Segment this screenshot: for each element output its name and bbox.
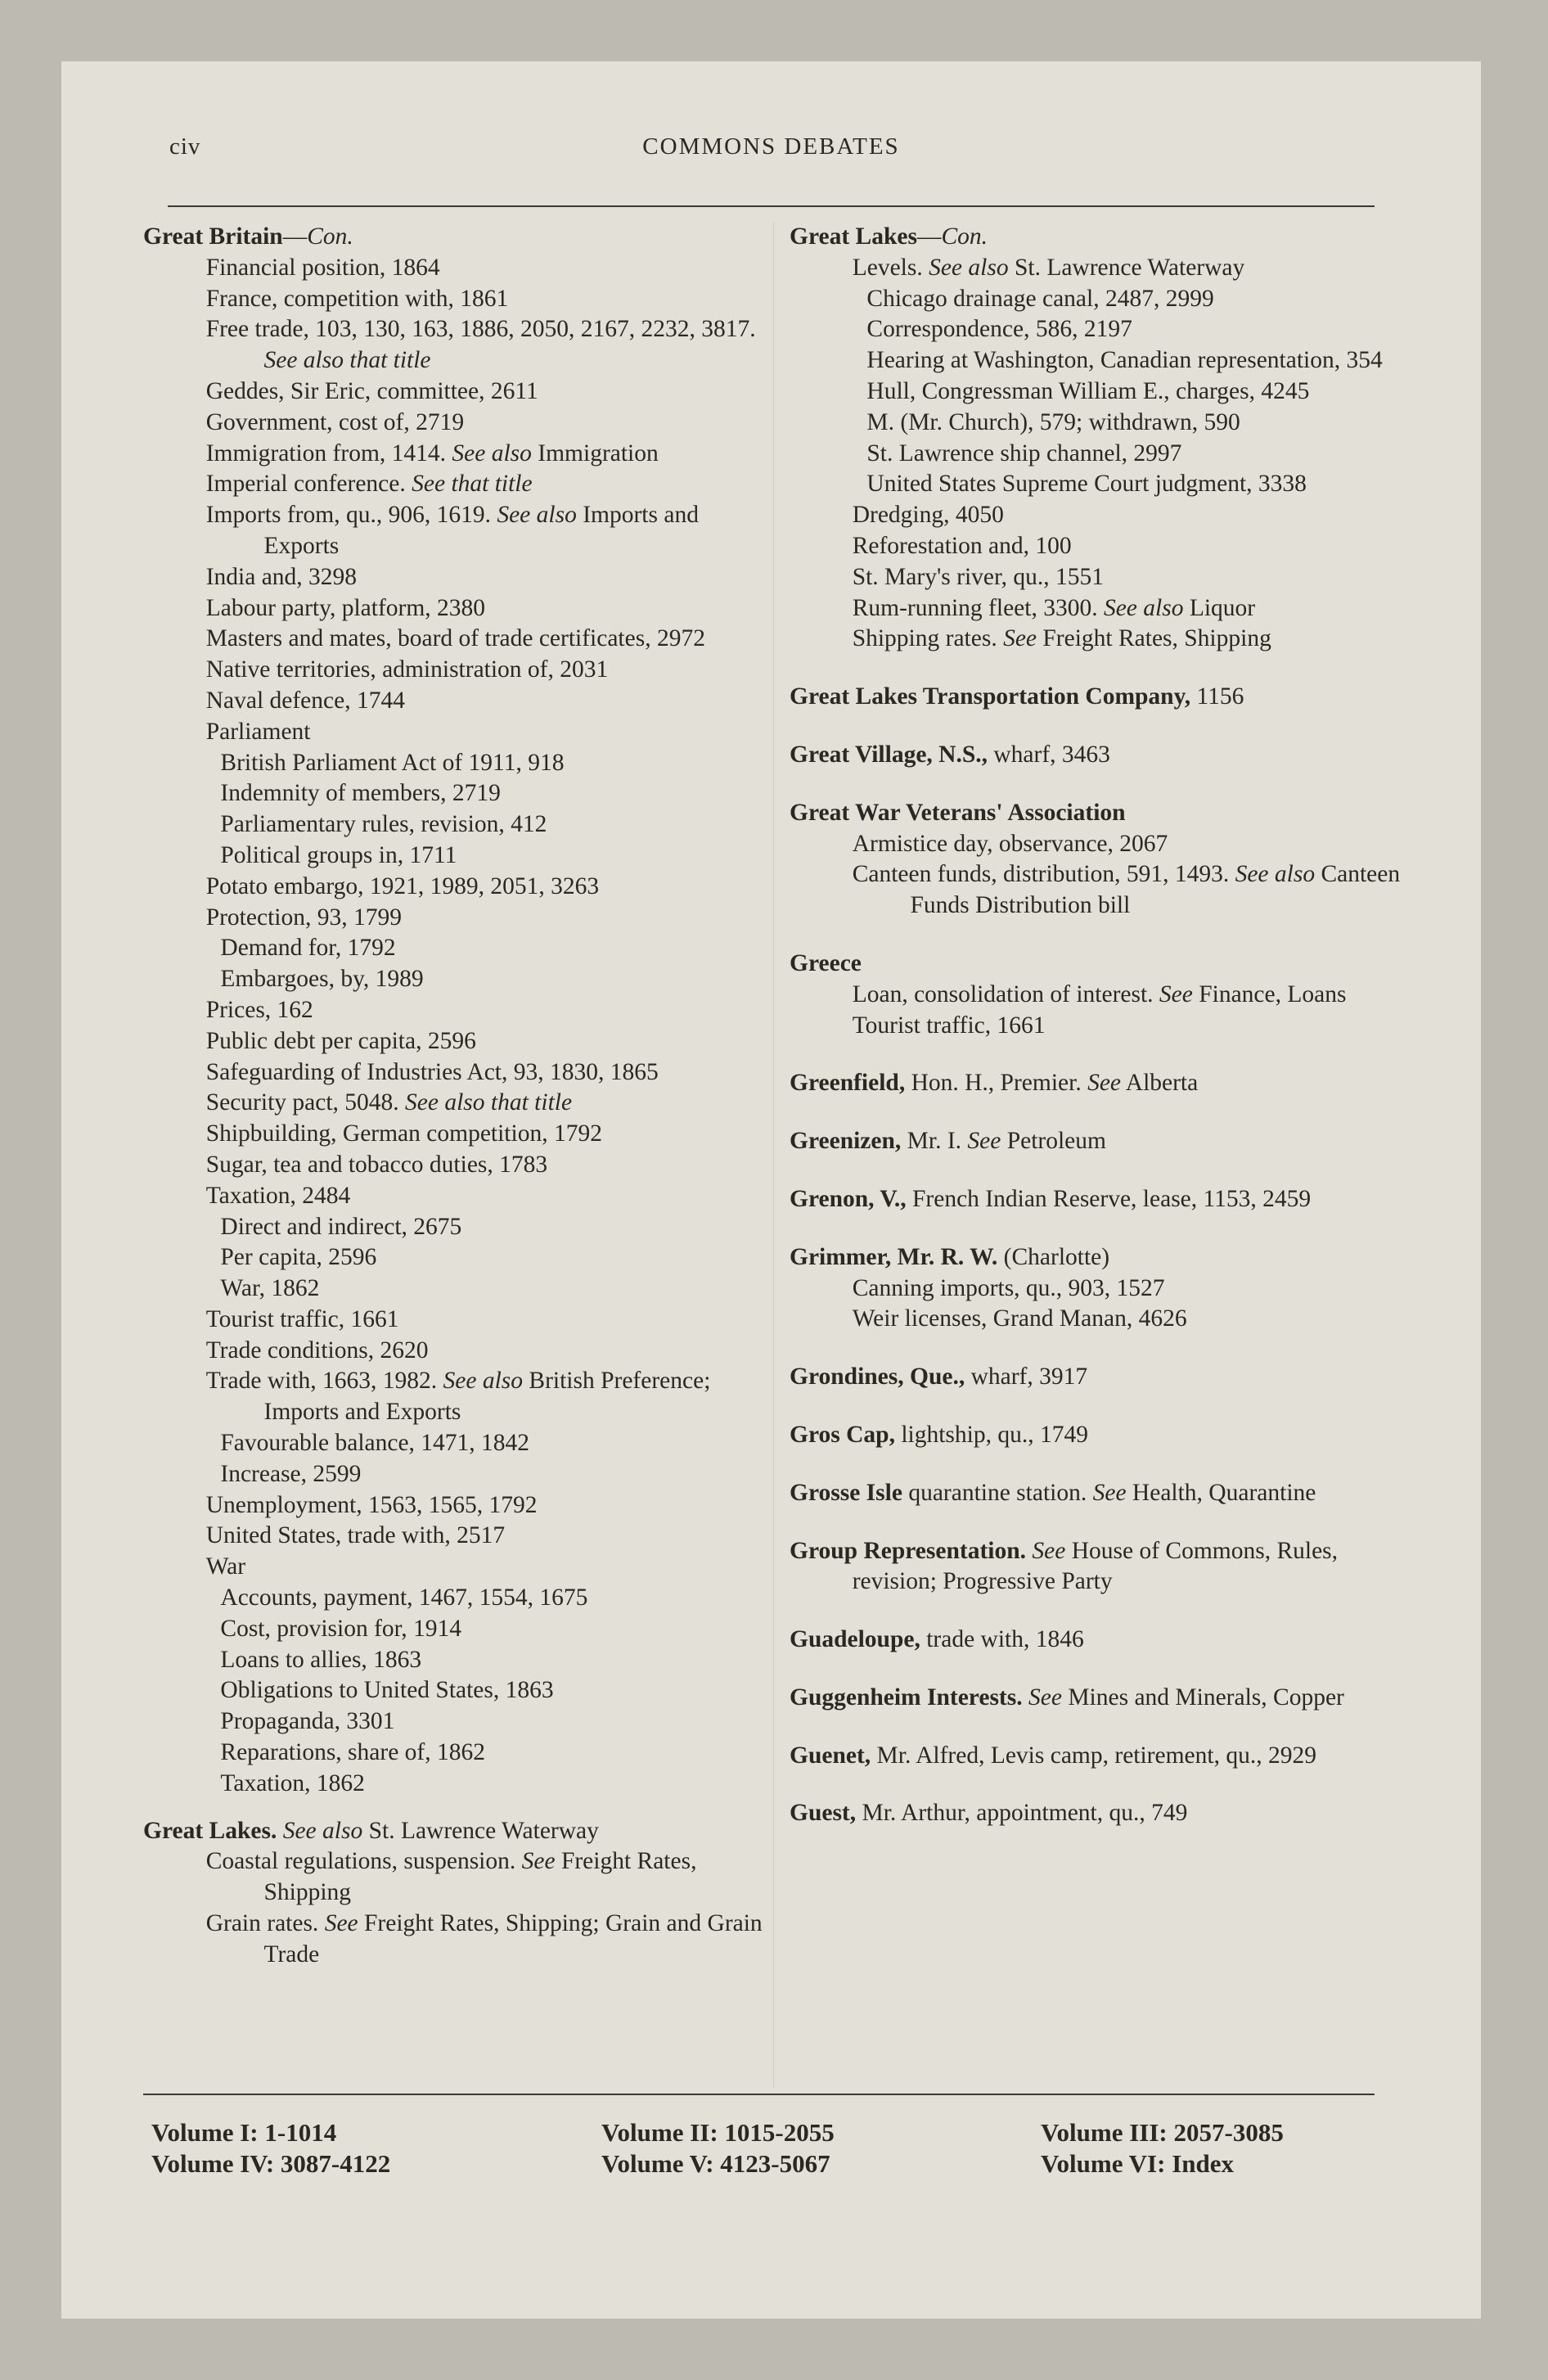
index-entry-guest: Guest, Mr. Arthur, appointment, qu., 749: [790, 1800, 1188, 1827]
subentry: United States, trade with, 2517: [205, 1522, 506, 1549]
subentry: Geddes, Sir Eric, committee, 2611: [205, 377, 538, 404]
subentry: Dredging, 4050: [852, 502, 1004, 529]
subsubentry: Increase, 2599: [220, 1460, 362, 1487]
index-entry-group-representation: Group Representation. See House of Commons, Rules, revision; Progressive Party: [790, 1537, 1339, 1595]
index-entry-great-war-veterans: Great War Veterans' Association Armistice day, observance, 2067 Canteen funds, distribution, 591, 1493. See also Canteen Funds Distribution bill: [790, 798, 1420, 922]
subentry: Government, cost of, 2719: [205, 408, 465, 435]
volume-1-range: Volume I: 1-1014: [151, 2118, 337, 2147]
subsubentry: Hearing at Washington, Canadian representation, 354: [866, 347, 1383, 374]
subsubentry: Obligations to United States, 1863: [220, 1677, 554, 1704]
index-page: [61, 61, 1481, 2319]
subentry: Security pact, 5048. See also that title: [205, 1089, 573, 1116]
page-number: civ: [169, 133, 201, 160]
subentry: India and, 3298: [205, 563, 358, 590]
index-entry-guggenheim: Guggenheim Interests. See Mines and Minerals, Copper: [790, 1684, 1344, 1711]
subentry: Trade conditions, 2620: [205, 1336, 429, 1364]
volume-6-index: Volume VI: Index: [1041, 2149, 1234, 2178]
subentry: Financial position, 1864: [205, 254, 440, 281]
header-rule: [168, 205, 1375, 207]
subentry: Public debt per capita, 2596: [205, 1027, 476, 1054]
subentry: Armistice day, observance, 2067: [852, 830, 1168, 857]
subsubentry: Accounts, payment, 1467, 1554, 1675: [220, 1584, 588, 1611]
subentry: Coastal regulations, suspension. See Freight Rates, Shipping: [205, 1848, 697, 1906]
subsubentry: Parliamentary rules, revision, 412: [220, 811, 547, 838]
subentry: Prices, 162: [205, 996, 313, 1023]
subentry: Protection, 93, 1799: [205, 904, 402, 931]
subentry: Naval defence, 1744: [205, 687, 405, 714]
subsubentry: War, 1862: [220, 1275, 320, 1302]
index-entry-great-britain: [143, 222, 773, 1800]
right-column: [790, 222, 1420, 1829]
left-column: [143, 222, 773, 1971]
subsubentry: M. (Mr. Church), 579; withdrawn, 590: [866, 408, 1240, 435]
subentry: Tourist traffic, 1661: [205, 1305, 399, 1332]
subentry: Labour party, platform, 2380: [205, 594, 486, 621]
index-entry-guenet: Guenet, Mr. Alfred, Levis camp, retirement, qu., 2929: [790, 1742, 1316, 1769]
subentry: Masters and mates, board of trade certificates, 2972: [205, 625, 705, 652]
subentry: Canteen funds, distribution, 591, 1493. See also Canteen Funds Distribution bill: [852, 861, 1401, 919]
column-divider: [773, 222, 774, 2088]
subsubentry: Indemnity of members, 2719: [220, 780, 501, 807]
running-title: COMMONS DEBATES: [642, 133, 900, 160]
subentry: Safeguarding of Industries Act, 93, 1830, 1865: [205, 1058, 659, 1085]
subsubentry: Political groups in, 1711: [220, 841, 457, 868]
volume-5-range: Volume V: 4123-5067: [601, 2149, 830, 2178]
subentry: Rum-running fleet, 3300. See also Liquor: [852, 594, 1256, 621]
subsubentry: Taxation, 1862: [220, 1769, 365, 1796]
index-entry-grenon: Grenon, V., French Indian Reserve, lease, 1153, 2459: [790, 1185, 1312, 1212]
index-entry-great-village: Great Village, N.S., wharf, 3463: [790, 741, 1110, 768]
index-entry-great-lakes-transportation: Great Lakes Transportation Company, 1156: [790, 683, 1244, 710]
subentry: Canning imports, qu., 903, 1527: [852, 1274, 1165, 1301]
subsubentry: Direct and indirect, 2675: [220, 1213, 462, 1240]
index-entry-great-lakes: [143, 1816, 773, 1971]
index-entry-greenizen: Greenizen, Mr. I. See Petroleum: [790, 1128, 1106, 1155]
subentry: Imperial conference. See that title: [205, 471, 533, 498]
subsubentry: Demand for, 1792: [220, 935, 396, 962]
volume-4-range: Volume IV: 3087-4122: [151, 2149, 391, 2178]
subsubentry: Chicago drainage canal, 2487, 2999: [866, 285, 1214, 312]
subentry: Tourist traffic, 1661: [852, 1012, 1046, 1039]
subentry: St. Mary's river, qu., 1551: [852, 563, 1105, 590]
subsubentry: Embargoes, by, 1989: [220, 966, 424, 993]
subsubentry: United States Supreme Court judgment, 3338: [866, 471, 1307, 498]
subentry: Free trade, 103, 130, 163, 1886, 2050, 2167, 2232, 3817. See also that title: [205, 316, 756, 374]
volume-3-range: Volume III: 2057-3085: [1041, 2118, 1284, 2147]
subsubentry: Favourable balance, 1471, 1842: [220, 1430, 530, 1457]
subentry: Parliament: [205, 718, 311, 745]
index-entry-greece: Greece Loan, consolidation of interest. See Finance, Loans Tourist traffic, 1661: [790, 949, 1420, 1041]
subentry: Taxation, 2484: [205, 1182, 351, 1209]
subsubentry: Hull, Congressman William E., charges, 4245: [866, 377, 1310, 404]
subentry: Native territories, administration of, 2031: [205, 656, 609, 683]
subsubentry: Reparations, share of, 1862: [220, 1739, 485, 1766]
subsubentry: Loans to allies, 1863: [220, 1646, 422, 1673]
index-entry-grosse-isle: Grosse Isle quarantine station. See Health, Quarantine: [790, 1479, 1316, 1506]
index-entry-greenfield: Greenfield, Hon. H., Premier. See Alberta: [790, 1070, 1199, 1097]
entry-heading: Great Britain—Con.: [143, 223, 353, 250]
subentry: Unemployment, 1563, 1565, 1792: [205, 1491, 538, 1518]
index-entry-gros-cap: Gros Cap, lightship, qu., 1749: [790, 1421, 1088, 1448]
subentry: Weir licenses, Grand Manan, 4626: [852, 1305, 1187, 1332]
index-entry-great-lakes-cont: [790, 222, 1420, 655]
subentry: War: [205, 1553, 246, 1580]
subentry: Levels. See also St. Lawrence Waterway: [852, 254, 1245, 281]
volume-2-range: Volume II: 1015-2055: [601, 2118, 835, 2147]
index-entry-grondines: Grondines, Que., wharf, 3917: [790, 1364, 1088, 1391]
subsubentry: British Parliament Act of 1911, 918: [220, 749, 565, 776]
entry-heading: Great Lakes. See also St. Lawrence Waterway: [143, 1817, 599, 1844]
subentry: Reforestation and, 100: [852, 532, 1072, 559]
index-entry-grimmer: Grimmer, Mr. R. W. (Charlotte) Canning imports, qu., 903, 1527 Weir licenses, Grand Manan, 4626: [790, 1242, 1420, 1335]
subentry: Imports from, qu., 906, 1619. See also Imports and Exports: [205, 502, 699, 559]
page-header: [169, 133, 1373, 169]
subentry: Immigration from, 1414. See also Immigration: [205, 439, 659, 467]
entry-heading: Great Lakes—Con.: [790, 223, 988, 250]
subentry: Shipbuilding, German competition, 1792: [205, 1120, 602, 1147]
subsubentry: Correspondence, 586, 2197: [866, 316, 1132, 343]
subentry: Potato embargo, 1921, 1989, 2051, 3263: [205, 872, 600, 899]
subentry: Trade with, 1663, 1982. See also British Preference; Imports and Exports: [205, 1368, 711, 1426]
index-entry-guadeloupe: Guadeloupe, trade with, 1846: [790, 1626, 1084, 1653]
subsubentry: Cost, provision for, 1914: [220, 1615, 462, 1642]
subentry: France, competition with, 1861: [205, 285, 509, 312]
subsubentry: St. Lawrence ship channel, 2997: [866, 439, 1182, 467]
subsubentry: Per capita, 2596: [220, 1244, 377, 1271]
footer-rule: [143, 2094, 1375, 2095]
subsubentry: Propaganda, 3301: [220, 1708, 395, 1735]
subentry: Grain rates. See Freight Rates, Shipping; Grain and Grain Trade: [205, 1910, 763, 1968]
subentry: Shipping rates. See Freight Rates, Shipping: [852, 625, 1271, 652]
subentry: Sugar, tea and tobacco duties, 1783: [205, 1151, 548, 1178]
subentry: Loan, consolidation of interest. See Finance, Loans: [852, 980, 1347, 1007]
